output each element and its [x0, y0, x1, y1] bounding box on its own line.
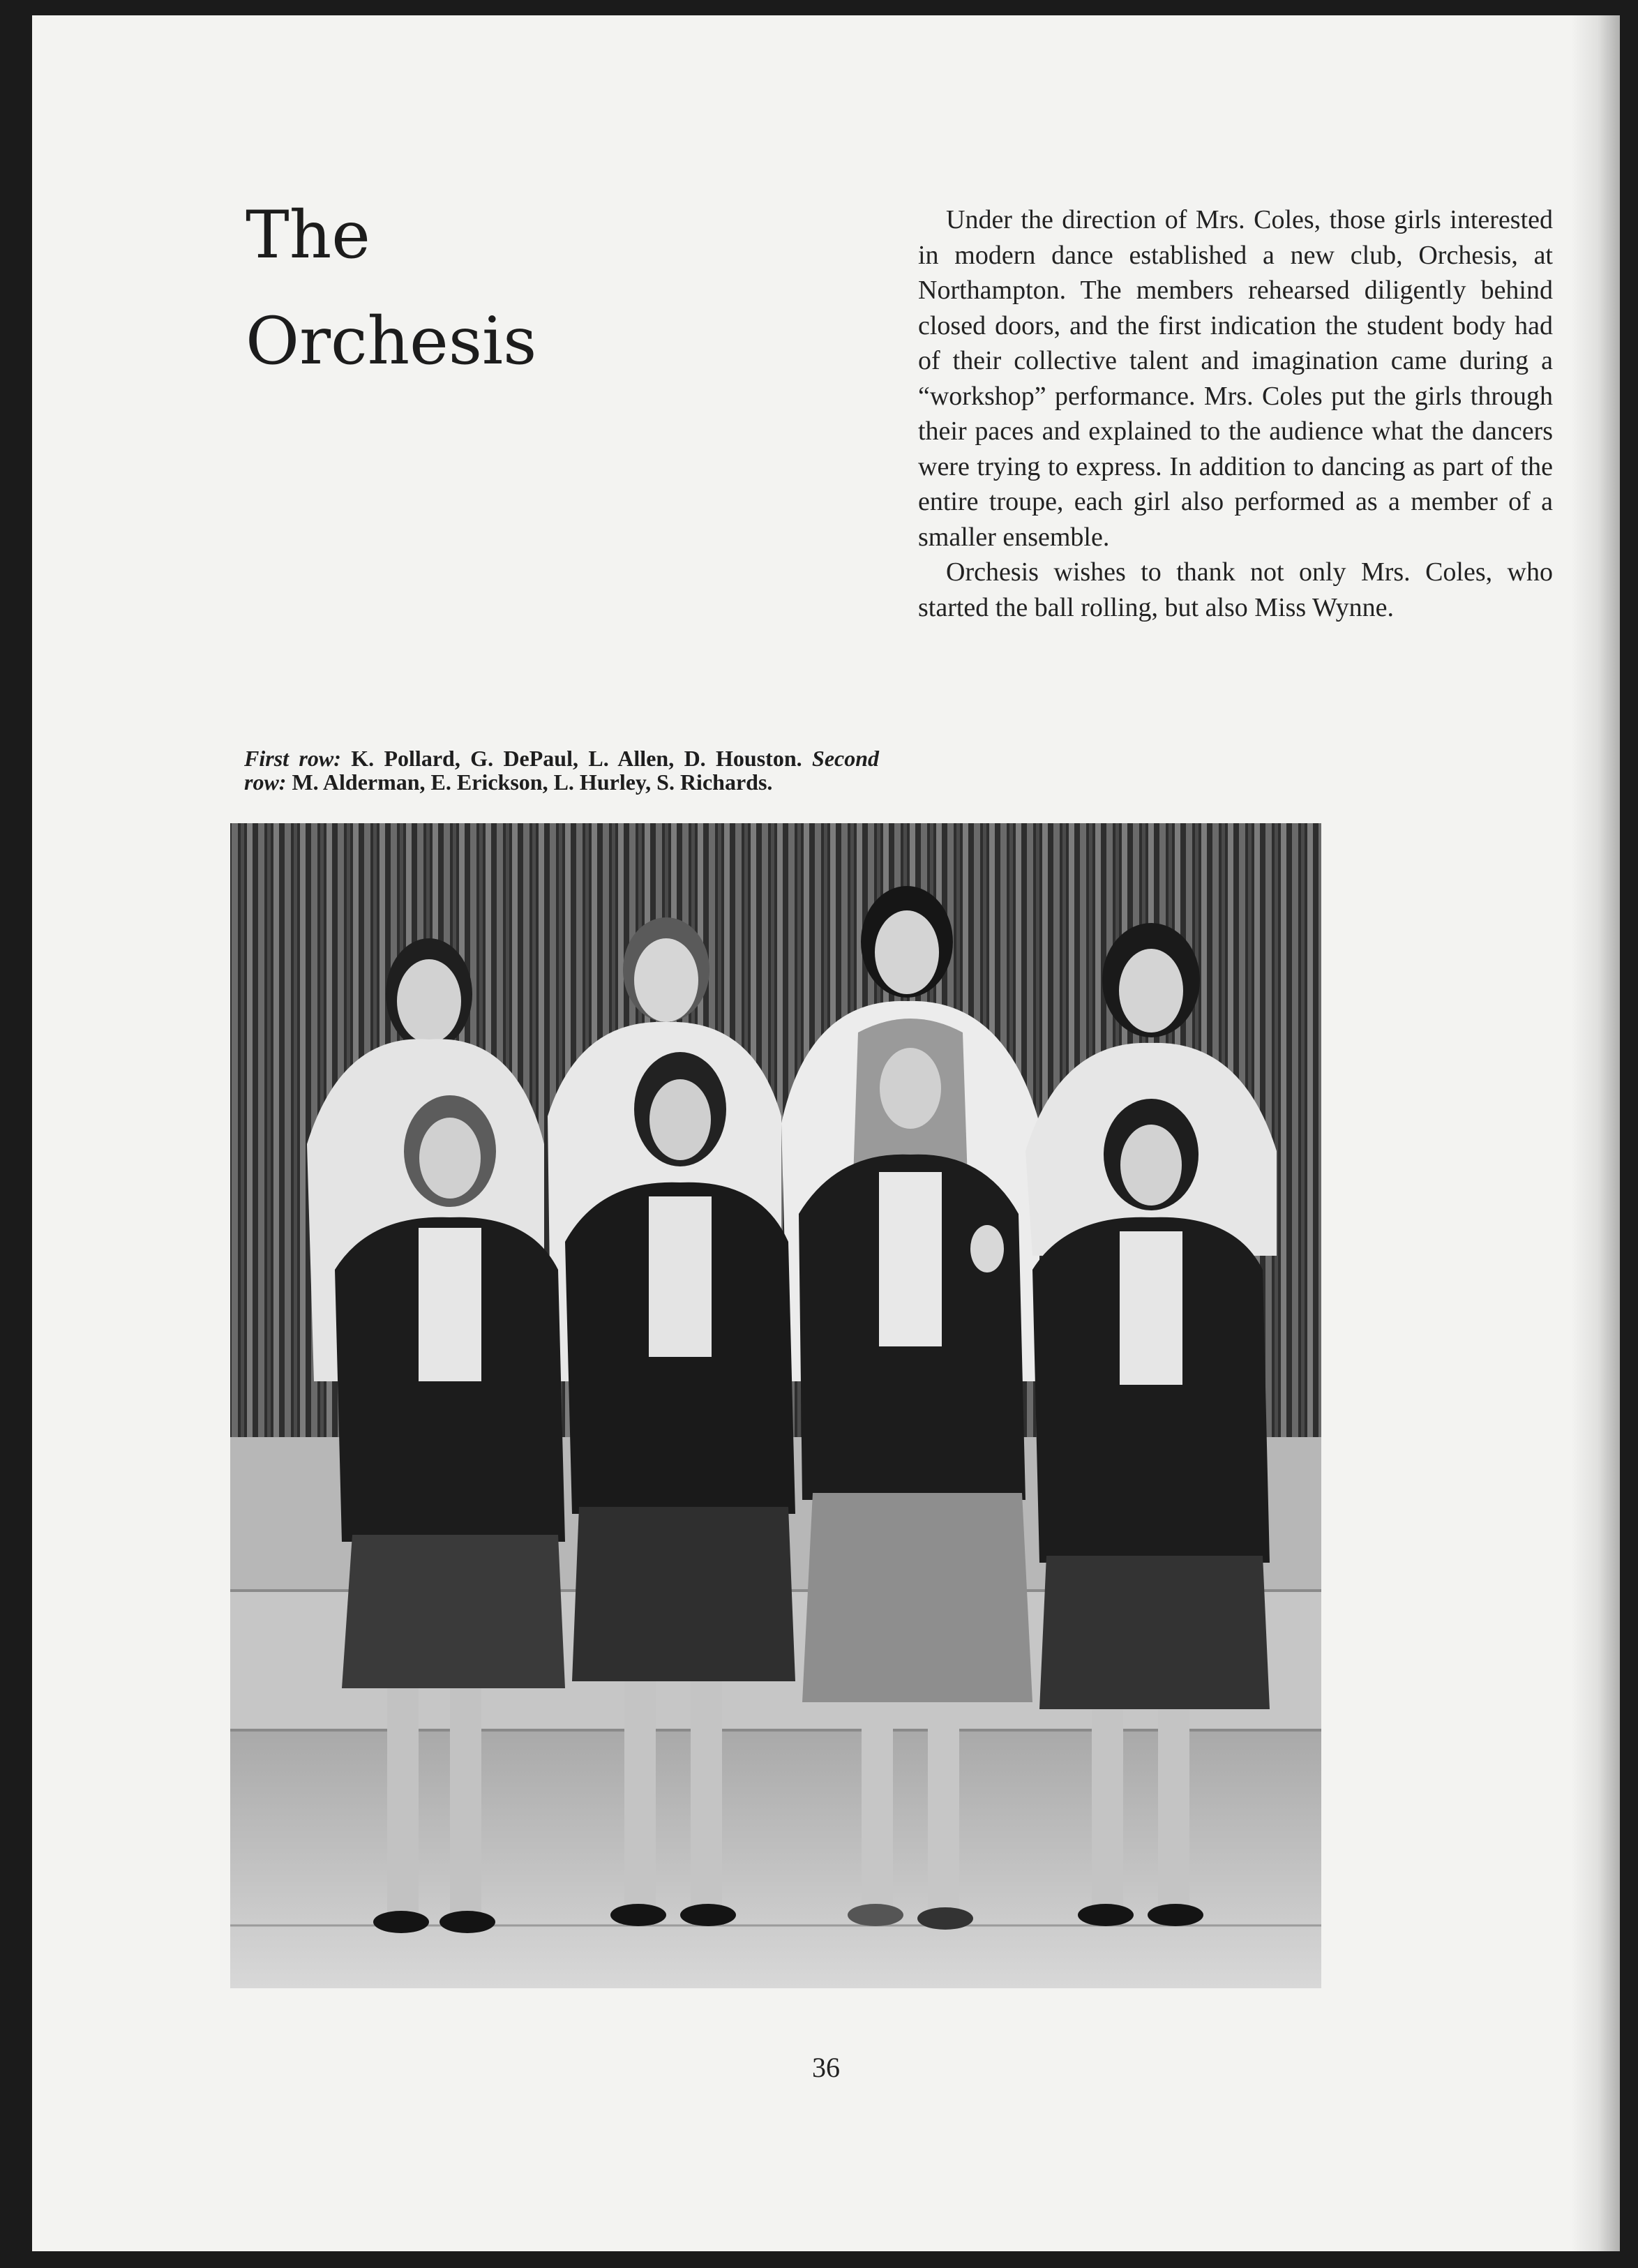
page-title	[246, 183, 536, 395]
caption-second-row-label: Second row:	[244, 746, 880, 795]
group-photo	[230, 823, 1321, 1988]
article-paragraph-1: Under the direction of Mrs. Coles, those girls interested in modern dance established a new club, Orchesis, at Northampton. The members rehearsed diligently behind closed doors, and the first indication the student body had of their collective talent and imagination came during a “workshop” performance. Mrs. Coles put the girls through their paces and explained to the audience what the dancers were trying to express. In addition to dancing as part of the entire troupe, each girl also performed as a member of a smaller ensemble.	[918, 205, 1553, 552]
article-paragraph-2: Orchesis wishes to thank not only Mrs. Coles, who started the ball rolling, but also Miss Wynne.	[918, 557, 1553, 622]
photo-caption	[244, 746, 879, 794]
caption-first-row-names: K. Pollard, G. DePaul, L. Allen, D. Houston.	[340, 746, 813, 771]
article-body	[918, 202, 1553, 625]
caption-first-row-label: First row:	[244, 746, 341, 771]
page-number: 36	[812, 2052, 840, 2083]
title-line-2: Orchesis	[246, 303, 537, 380]
title-line-1: The	[246, 197, 370, 273]
caption-second-row-names: M. Alderman, E. Erickson, L. Hurley, S. Richards.	[286, 769, 773, 795]
group-photo-illustration	[230, 823, 1321, 1988]
spine-shadow	[1571, 15, 1620, 2251]
yearbook-page	[32, 15, 1620, 2251]
